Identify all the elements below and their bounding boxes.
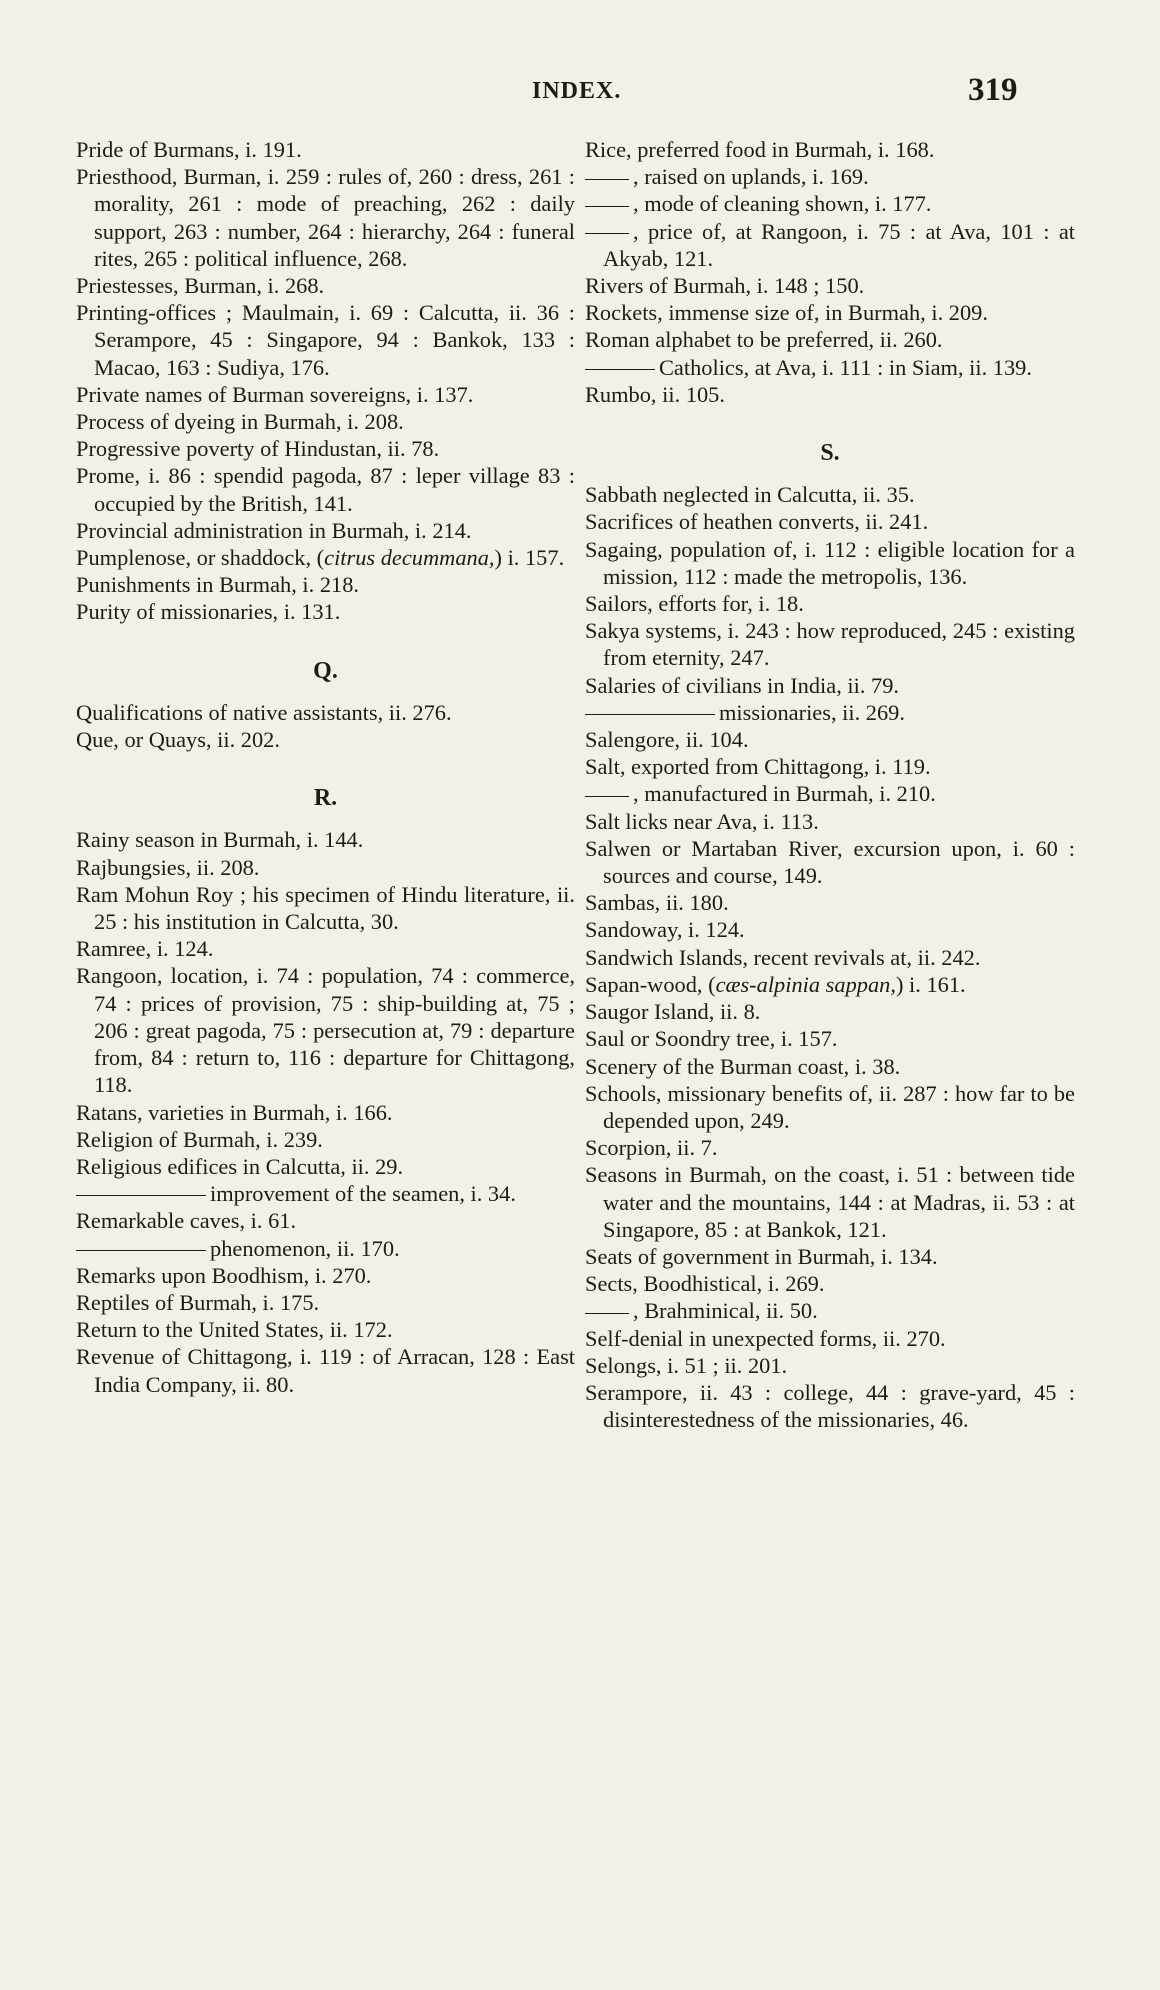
entry-text: Private names of Burman sovereigns, i. 137. [76, 381, 474, 407]
entry-text: Sagaing, population of, i. 112 : eligible location for a mission, 112 : made the metropolis, 136. [585, 536, 1075, 589]
index-entry [76, 299, 575, 381]
entry-text: Rajbungsies, ii. 208. [76, 854, 260, 880]
index-entry [585, 753, 1075, 780]
entry-text: Salaries of civilians in India, ii. 79. [585, 672, 900, 698]
index-entry [76, 435, 575, 462]
index-entry [585, 672, 1075, 699]
index-entry [76, 598, 575, 625]
index-entry [585, 1379, 1075, 1433]
entry-text: , manufactured in Burmah, i. 210. [633, 781, 936, 807]
entry-text: Religious edifices in Calcutta, ii. 29. [76, 1153, 404, 1179]
entry-text: Sambas, ii. 180. [585, 890, 729, 916]
index-entry [76, 381, 575, 408]
entry-text: Catholics, at Ava, i. 111 : in Siam, ii. 139. [659, 354, 1032, 380]
index-column-left [76, 136, 575, 1398]
entry-text: Priesthood, Burman, i. 259 : rules of, 260 : dress, 261 : morality, 261 : mode of preaching, 262 : daily support, 263 : number, 264 : hierarchy, 264 : funeral rites, 265 : political influence, 268. [76, 164, 575, 271]
index-entry [76, 1289, 575, 1316]
index-entry [585, 381, 1075, 408]
index-entry [76, 854, 575, 881]
index-entry [76, 935, 575, 962]
entry-text: Salt, exported from Chittagong, i. 119. [585, 754, 931, 780]
entry-text: Serampore, ii. 43 : college, 44 : grave-yard, 45 : disinterestedness of the missionaries, 46. [585, 1379, 1075, 1433]
index-entry [585, 299, 1075, 326]
entry-text: Sacrifices of heathen converts, ii. 241. [585, 509, 929, 535]
index-entry [76, 163, 575, 272]
entry-text: Rangoon, location, i. 74 : population, 74 : commerce, 74 : prices of provision, 75 : ship-building at, 75 ; 206 : great pagoda, 75 : persecution at, 79 : departure from, 84 : return to, 116 : departure for Chittagong, 118. [76, 963, 575, 1098]
ditto-dash [585, 206, 629, 207]
entry-text: Sapan-wood, ( [585, 971, 716, 997]
entry-text: Sandwich Islands, recent revivals at, ii. 242. [585, 944, 981, 970]
index-entry [585, 889, 1075, 916]
entry-text: Sakya systems, i. 243 : how reproduced, 245 : existing from eternity, 247. [585, 618, 1075, 671]
index-entry [76, 1343, 575, 1397]
entry-text: Pumplenose, or shaddock, ( [76, 545, 325, 571]
entry-text: Sabbath neglected in Calcutta, ii. 35. [585, 482, 915, 508]
entry-text: Pride of Burmans, i. 191. [76, 137, 302, 162]
entry-text: Rainy season in Burmah, i. 144. [76, 827, 364, 853]
index-entry [585, 1270, 1075, 1297]
entry-text: Salengore, ii. 104. [585, 727, 749, 753]
entry-text: Religion of Burmah, i. 239. [76, 1126, 323, 1152]
entry-text: Rivers of Burmah, i. 148 ; 150. [585, 273, 865, 299]
index-entry [585, 326, 1075, 353]
entry-text: , Brahminical, ii. 50. [633, 1298, 818, 1324]
index-entry [585, 808, 1075, 835]
index-entry [585, 726, 1075, 753]
entry-text: improvement of the seamen, i. 34. [210, 1181, 516, 1207]
index-entry [585, 971, 1075, 998]
index-entry [585, 998, 1075, 1025]
entry-text: Provincial administration in Burmah, i. 214. [76, 517, 472, 543]
index-entry [76, 517, 575, 544]
entry-text: Sailors, efforts for, i. 18. [585, 591, 804, 617]
entry-text: missionaries, ii. 269. [719, 699, 905, 725]
entry-text: Ramree, i. 124. [76, 936, 214, 962]
entry-text: Prome, i. 86 : spendid pagoda, 87 : leper village 83 : occupied by the British, 141. [76, 463, 575, 516]
entry-text: Sects, Boodhistical, i. 269. [585, 1271, 825, 1297]
entry-text: , raised on uplands, i. 169. [633, 164, 869, 190]
index-entry [585, 508, 1075, 535]
index-entry [76, 881, 575, 935]
index-entry [585, 1297, 1075, 1324]
index-entry [76, 826, 575, 853]
entry-text: Remarkable caves, i. 61. [76, 1208, 297, 1234]
index-entry [585, 835, 1075, 889]
index-entry [585, 1025, 1075, 1052]
entry-text: Rice, preferred food in Burmah, i. 168. [585, 137, 935, 162]
section-letter: S. [820, 440, 840, 467]
index-entry [585, 617, 1075, 671]
entry-text: Purity of missionaries, i. 131. [76, 599, 341, 625]
entry-text: Sandoway, i. 124. [585, 917, 745, 943]
index-entry [585, 1053, 1075, 1080]
index-entry [76, 462, 575, 516]
entry-text: Progressive poverty of Hindustan, ii. 78. [76, 436, 440, 462]
ditto-dash [585, 233, 629, 234]
section-letter: R. [313, 785, 338, 812]
page-number: 319 [968, 72, 1018, 108]
index-entry [585, 354, 1075, 381]
index-entry [585, 163, 1075, 190]
index-entry [76, 1180, 575, 1207]
index-entry [76, 699, 575, 726]
ditto-dash [585, 1313, 629, 1314]
index-entry [585, 272, 1075, 299]
index-entry [76, 1235, 575, 1262]
entry-text: Salt licks near Ava, i. 113. [585, 808, 819, 834]
index-entry [76, 1126, 575, 1153]
entry-text: Seats of government in Burmah, i. 134. [585, 1243, 938, 1269]
entry-text: Roman alphabet to be preferred, ii. 260. [585, 327, 943, 353]
ditto-dash [585, 369, 655, 370]
index-entry [76, 136, 575, 163]
index-entry [585, 1243, 1075, 1270]
index-entry [76, 408, 575, 435]
entry-latin-name: citrus decummana, [324, 545, 495, 571]
entry-text: Seasons in Burmah, on the coast, i. 51 : between tide water and the mountains, 144 : at Madras, ii. 53 : at Singapore, 85 : at Bankok, 121. [585, 1162, 1075, 1242]
index-entry [585, 481, 1075, 508]
index-entry [585, 1161, 1075, 1243]
index-entry [585, 1134, 1075, 1161]
entry-text: Remarks upon Boodhism, i. 270. [76, 1262, 372, 1288]
index-entry [585, 944, 1075, 971]
entry-text: Reptiles of Burmah, i. 175. [76, 1289, 320, 1315]
ditto-dash [585, 714, 715, 715]
entry-text: , price of, at Rangoon, i. 75 : at Ava, 101 : at Akyab, 121. [603, 218, 1075, 271]
entry-text: Printing-offices ; Maulmain, i. 69 : Calcutta, ii. 36 : Serampore, 45 : Singapore, 94 : Bankok, 133 : Macao, 163 : Sudiya, 176. [76, 300, 575, 380]
ditto-dash [76, 1250, 206, 1251]
index-entry [585, 590, 1075, 617]
running-head-title: INDEX. [532, 78, 622, 104]
entry-text: Saugor Island, ii. 8. [585, 999, 761, 1025]
index-entry [585, 218, 1075, 272]
entry-text: Revenue of Chittagong, i. 119 : of Arracan, 128 : East India Company, ii. 80. [76, 1344, 575, 1397]
index-entry [585, 190, 1075, 217]
entry-text: Scenery of the Burman coast, i. 38. [585, 1053, 901, 1079]
index-entry [76, 571, 575, 598]
index-entry [585, 1325, 1075, 1352]
entry-text: Que, or Quays, ii. 202. [76, 727, 280, 753]
running-head [0, 72, 1160, 112]
index-entry [76, 1316, 575, 1343]
entry-text: Process of dyeing in Burmah, i. 208. [76, 409, 404, 435]
index-entry [76, 1207, 575, 1234]
index-column-right [585, 136, 1075, 1433]
index-entry [585, 1080, 1075, 1134]
ditto-dash [585, 179, 629, 180]
index-entry [76, 544, 575, 571]
entry-text: Saul or Soondry tree, i. 157. [585, 1026, 838, 1052]
entry-text: Salwen or Martaban River, excursion upon, i. 60 : sources and course, 149. [585, 835, 1075, 889]
entry-text: Punishments in Burmah, i. 218. [76, 572, 359, 598]
entry-text: Rumbo, ii. 105. [585, 381, 725, 407]
index-entry [585, 1352, 1075, 1379]
entry-text: , mode of cleaning shown, i. 177. [633, 191, 932, 217]
index-entry [585, 699, 1075, 726]
entry-text: Self-denial in unexpected forms, ii. 270. [585, 1325, 946, 1351]
index-entry [585, 136, 1075, 163]
entry-text: Rockets, immense size of, in Burmah, i. 209. [585, 300, 988, 326]
entry-text: Schools, missionary benefits of, ii. 287 : how far to be depended upon, 249. [585, 1080, 1075, 1133]
ditto-dash [585, 796, 629, 797]
index-entry [76, 962, 575, 1098]
section-letter: Q. [313, 657, 338, 684]
index-entry [585, 916, 1075, 943]
entry-text: Selongs, i. 51 ; ii. 201. [585, 1352, 788, 1378]
ditto-dash [76, 1195, 206, 1196]
index-entry [76, 726, 575, 753]
index-entry [585, 536, 1075, 590]
entry-text: Scorpion, ii. 7. [585, 1135, 718, 1161]
entry-text-tail: ) i. 157. [494, 545, 565, 571]
index-entry [76, 1262, 575, 1289]
index-entry [76, 272, 575, 299]
entry-text: Ram Mohun Roy ; his specimen of Hindu literature, ii. 25 : his institution in Calcutta, 30. [76, 881, 575, 935]
entry-text: Return to the United States, ii. 172. [76, 1317, 393, 1343]
index-entry [76, 1153, 575, 1180]
entry-text: Priestesses, Burman, i. 268. [76, 273, 325, 299]
index-entry [76, 1099, 575, 1126]
entry-latin-name: cæs-alpinia sappan, [715, 971, 896, 997]
entry-text: Ratans, varieties in Burmah, i. 166. [76, 1099, 393, 1125]
entry-text: phenomenon, ii. 170. [210, 1235, 400, 1261]
entry-text: Qualifications of native assistants, ii. 276. [76, 699, 452, 725]
entry-text-tail: ) i. 161. [895, 971, 966, 997]
index-entry [585, 780, 1075, 807]
